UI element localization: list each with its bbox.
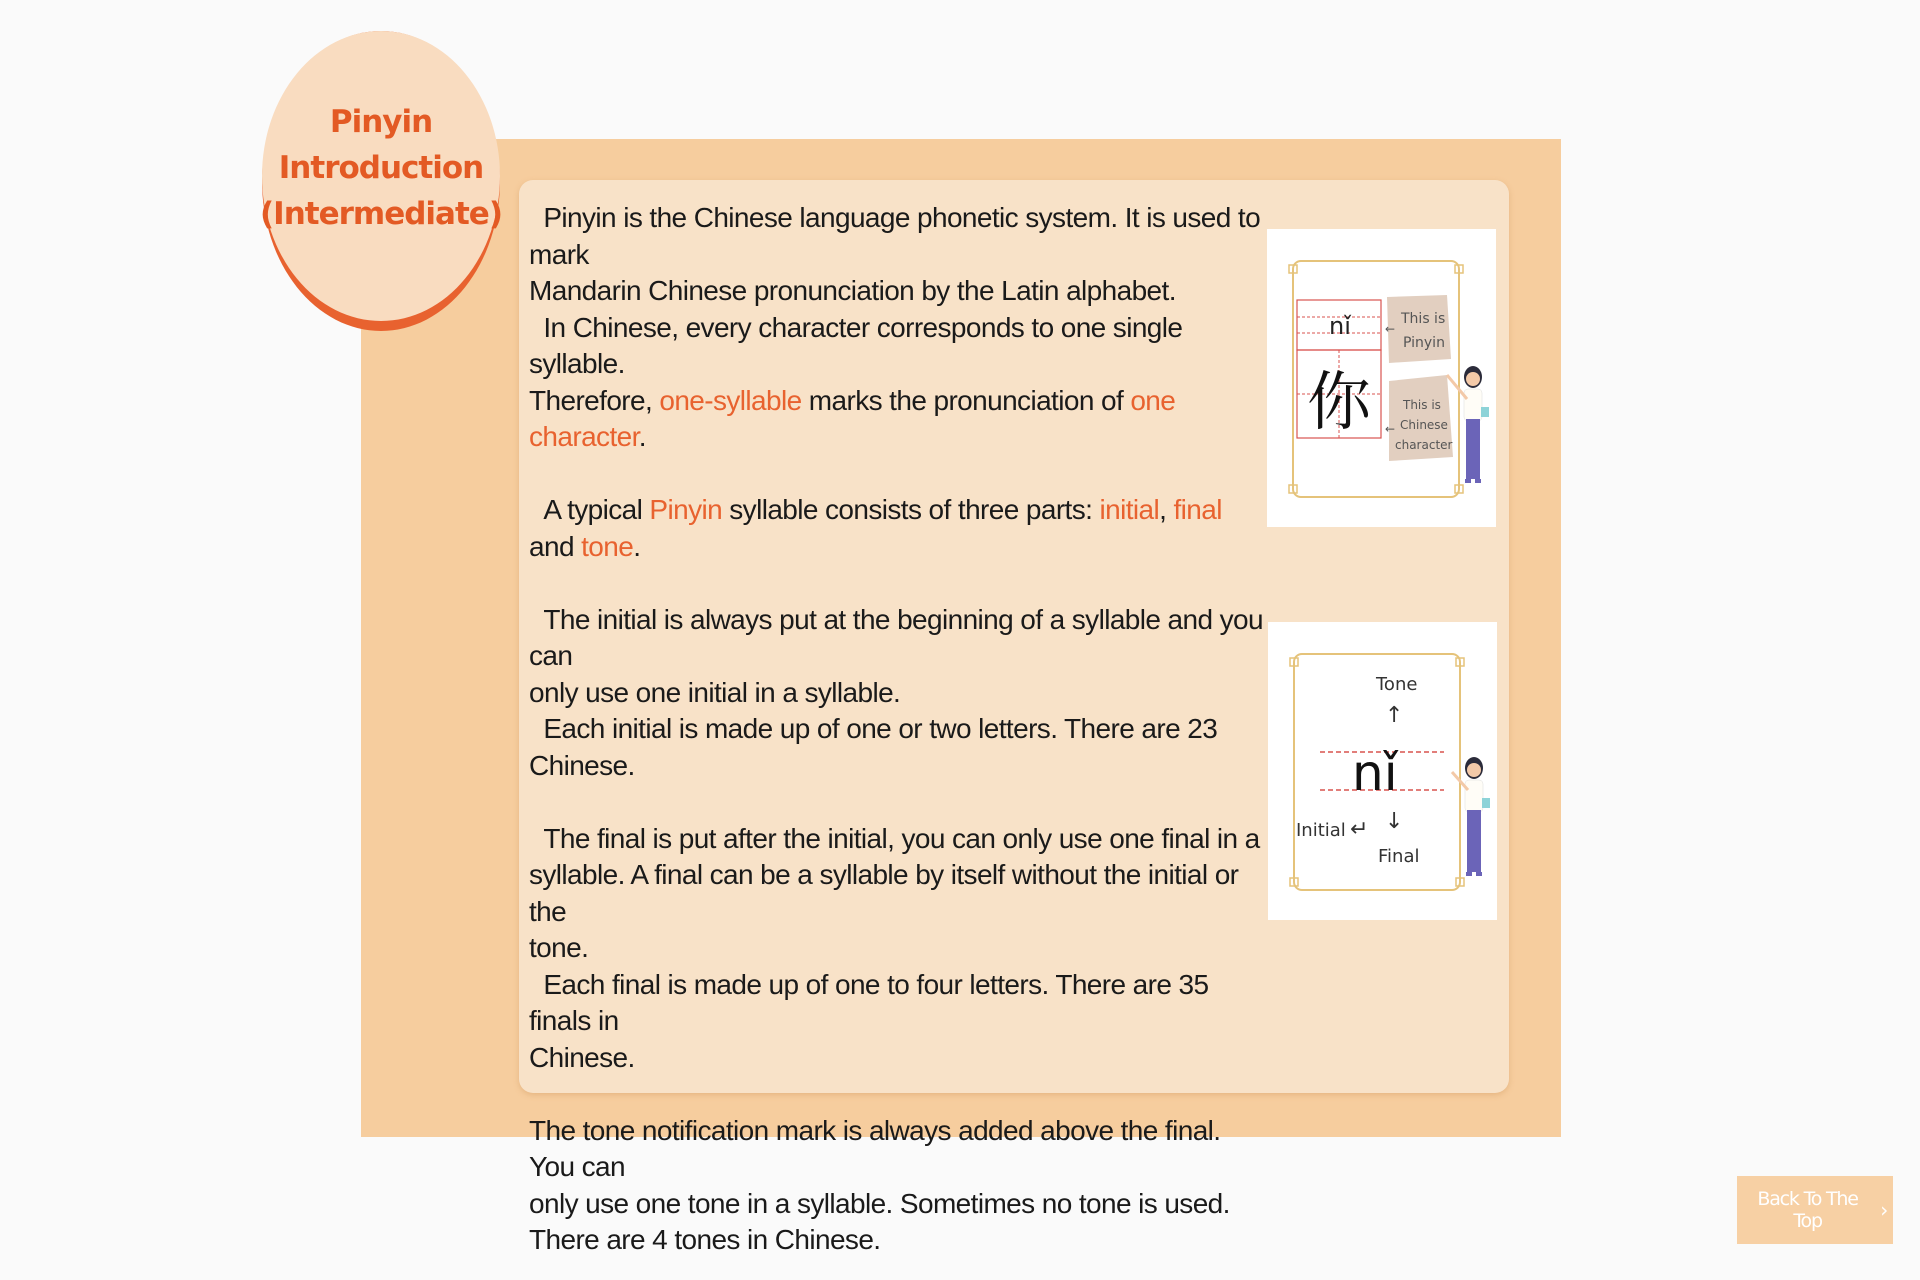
pinyin-label-line2: Pinyin — [1403, 335, 1445, 351]
highlight-text: one-syllable — [659, 384, 802, 416]
chevron-right-icon: › — [1880, 1198, 1887, 1222]
text-line: Chinese. — [529, 1041, 635, 1073]
text-line: Pinyin is the Chinese language phonetic system. It is used to mark — [529, 202, 1261, 270]
text-line: . — [638, 421, 646, 452]
up-arrow-icon: ↑ — [1385, 703, 1404, 728]
highlight-text: one character — [529, 384, 1176, 452]
figure2-syllable-text: nǐ — [1352, 744, 1398, 802]
pinyin-character-illustration — [1267, 229, 1496, 527]
text-line: The tone notification mark is always added above the final. You can — [529, 1114, 1221, 1182]
text-line: A typical — [543, 494, 650, 525]
figure1-pinyin-text: nǐ — [1329, 312, 1351, 340]
section-title-line2: Introduction — [278, 150, 484, 186]
syllable-parts-diagram — [1268, 622, 1497, 920]
character-label-line2: Chinese — [1400, 418, 1448, 432]
paragraph-final — [529, 821, 1269, 1077]
character-label-line3: character — [1395, 438, 1453, 452]
pinyin-label-bubble — [1387, 295, 1451, 363]
tone-label: Tone — [1376, 674, 1418, 695]
text-line: syllable. A final can be a syllable by itself without the initial or the — [529, 859, 1239, 927]
back-to-top-label: Back To The Top — [1757, 1188, 1858, 1232]
section-title-line3: (Intermediate) — [260, 196, 502, 232]
text-line: tone. — [529, 932, 589, 963]
final-label: Final — [1378, 846, 1420, 867]
teacher-illustration — [1452, 757, 1490, 876]
section-title-line1: Pinyin — [329, 104, 433, 140]
text-line: The final is put after the initial, you can only use one final in a — [543, 822, 1260, 854]
down-arrow-icon: ↓ — [1385, 809, 1404, 834]
text-line: . — [633, 530, 641, 562]
teacher-illustration — [1447, 366, 1489, 483]
text-line: syllable consists of three parts: — [722, 494, 1100, 525]
paragraph-intro — [529, 200, 1269, 456]
text-line: only use one tone in a syllable. Sometimes no tone is used. — [529, 1187, 1230, 1219]
return-arrow-icon: ↵ — [1350, 817, 1369, 842]
text-line: Mandarin Chinese pronunciation by the Latin alphabet. — [529, 275, 1176, 306]
text-line: There are 4 tones in Chinese. — [529, 1224, 881, 1255]
back-to-top-button[interactable] — [1737, 1176, 1893, 1244]
pinyin-label-line1: This is — [1401, 311, 1446, 327]
text-line: marks the pronunciation of — [801, 384, 1131, 416]
pinyin-character-diagram — [1267, 229, 1496, 527]
text-line: In Chinese, every character corresponds to one single syllable. — [529, 311, 1183, 379]
paragraph-initial — [529, 602, 1269, 785]
article-text — [529, 200, 1269, 1259]
text-line: The initial is always put at the beginning of a syllable and you can — [529, 603, 1263, 671]
initial-label: Initial — [1296, 820, 1346, 841]
section-title — [260, 99, 502, 237]
highlight-text: initial — [1099, 494, 1160, 525]
figure1-character-text: 你 — [1307, 366, 1371, 440]
highlight-text: Pinyin — [649, 494, 723, 525]
svg-text:←: ← — [1385, 422, 1396, 436]
section-badge — [262, 31, 500, 331]
section-badge-inner — [262, 31, 500, 321]
text-line: Each final is made up of one to four letters. There are 35 finals in — [529, 968, 1209, 1036]
svg-text:←: ← — [1385, 322, 1396, 336]
paragraph-tone — [529, 1113, 1269, 1259]
highlight-text: tone — [581, 530, 634, 562]
paragraph-parts — [529, 492, 1269, 565]
text-line: only use one initial in a syllable. — [529, 676, 901, 708]
text-line: and — [529, 530, 582, 562]
syllable-parts-illustration — [1268, 622, 1497, 920]
character-label-line1: This is — [1403, 398, 1441, 412]
text-line: Each initial is made up of one or two letters. There are 23 Chinese. — [529, 713, 1218, 781]
text-line: Therefore, — [529, 384, 660, 416]
highlight-text: final — [1173, 494, 1222, 525]
text-line: , — [1159, 494, 1174, 525]
